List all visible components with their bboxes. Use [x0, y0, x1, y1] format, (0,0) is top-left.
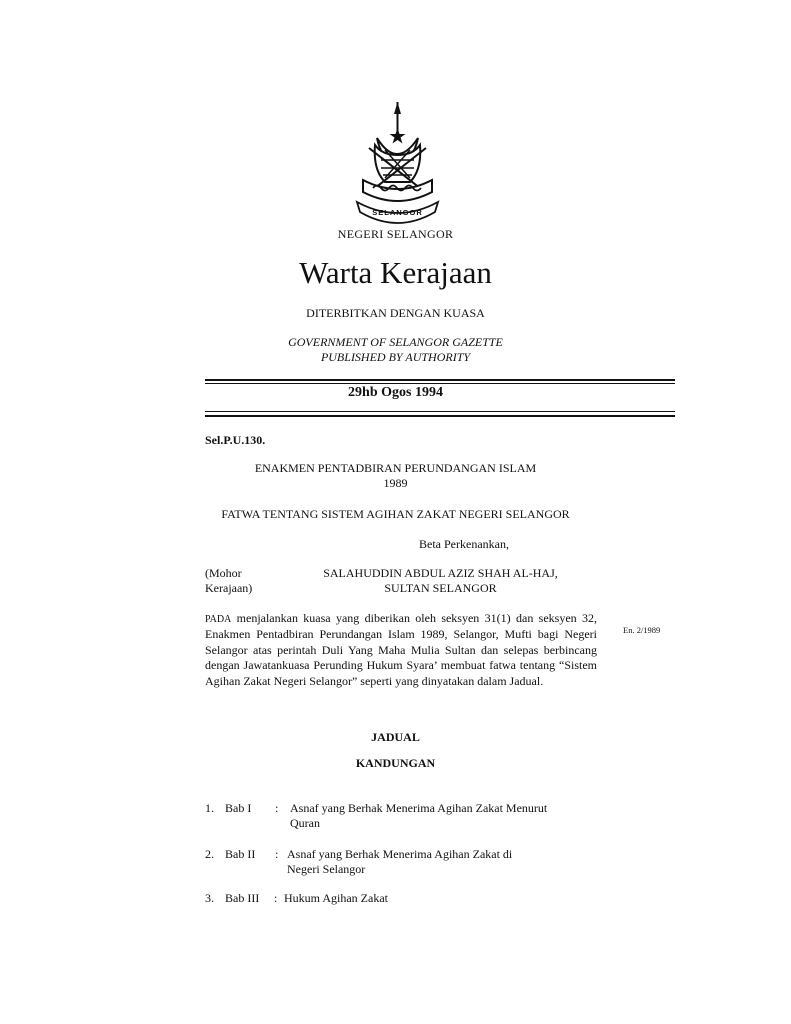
paragraph-body: menjalankan kuasa yang diberikan oleh seksyen 31(1) dan seksyen 32, Enakmen Pentadbiran Perundangan Islam 1989, Selangor, Mufti bagi Negeri Selangor atas perintah Duli Yang Maha Mulia Sultan dan selepas berbincang dengan Jawatankuasa Perunding Hukum Syara’ membuat fatwa tentang “Sistem Agihan Zakat Negeri Selangor” seperti yang dinyatakan dalam Jadual.: [205, 611, 597, 688]
contents-item-chapter: Bab III: [225, 891, 260, 905]
margin-note: En. 2/1989: [623, 625, 661, 635]
enactment-title-line2: 1989: [383, 476, 408, 490]
royal-assent: Beta Perkenankan,: [419, 537, 509, 551]
state-name: NEGERI SELANGOR: [337, 227, 454, 241]
contents-item-colon: :: [275, 801, 279, 815]
paragraph-lead-word: PADA: [205, 614, 232, 625]
fatwa-preamble-paragraph: [205, 611, 597, 689]
authority-malay: DITERBITKAN DENGAN KUASA: [306, 306, 485, 320]
contents-item-colon: :: [274, 891, 278, 905]
state-seal-label-line1: (Mohor: [205, 566, 242, 580]
enactment-title-line1: ENAKMEN PENTADBIRAN PERUNDANGAN ISLAM: [254, 461, 537, 475]
schedule-heading: JADUAL: [371, 730, 420, 744]
date-rule-top-thin: [205, 383, 675, 384]
state-seal-label-line2: Kerajaan): [205, 581, 253, 595]
contents-item-number: 2.: [205, 847, 214, 861]
state-seal-label: [205, 566, 252, 596]
date-rule-bottom-thick: [205, 415, 675, 417]
gazette-date: 29hb Ogos 1994: [348, 385, 443, 400]
contents-item-chapter: Bab II: [225, 847, 256, 861]
authority-english-line2: PUBLISHED BY AUTHORITY: [320, 350, 471, 364]
seal-ribbon-text: SELANGOR: [372, 208, 423, 217]
contents-item-text: Asnaf yang Berhak Menerima Agihan Zakat Menurut Quran: [290, 801, 548, 830]
sultan-signature-block: [313, 566, 568, 596]
selangor-seal-emblem: [355, 100, 440, 225]
authority-english: [0, 335, 791, 365]
contents-item-number: 1.: [205, 801, 214, 815]
authority-english-line1: GOVERNMENT OF SELANGOR GAZETTE: [288, 335, 503, 349]
sultan-name: SALAHUDDIN ABDUL AZIZ SHAH AL-HAJ,: [323, 566, 558, 580]
date-rule-top-thick: [205, 379, 675, 381]
contents-item-text: Asnaf yang Berhak Menerima Agihan Zakat di Negeri Selangor: [287, 847, 513, 876]
contents-heading: KANDUNGAN: [355, 756, 436, 770]
contents-item-chapter: Bab I: [225, 801, 252, 815]
sultan-title: SULTAN SELANGOR: [384, 581, 497, 595]
contents-item-colon: :: [275, 847, 279, 861]
date-rule-bottom-thin: [205, 411, 675, 412]
fatwa-title: FATWA TENTANG SISTEM AGIHAN ZAKAT NEGERI SELANGOR: [221, 507, 570, 521]
gazette-title: Warta Kerajaan: [299, 255, 492, 290]
enactment-title: [0, 461, 791, 491]
contents-item-text: Hukum Agihan Zakat: [284, 891, 388, 905]
contents-item-number: 3.: [205, 891, 214, 905]
notice-reference: Sel.P.U.130.: [205, 433, 266, 447]
